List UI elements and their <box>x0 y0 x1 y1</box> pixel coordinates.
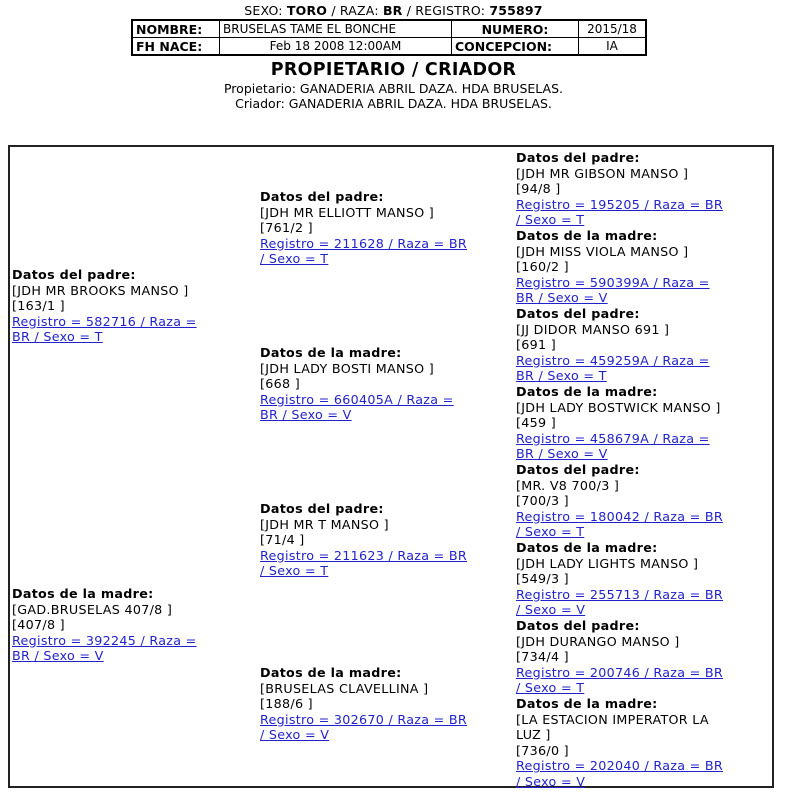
registro-value: 755897 <box>489 3 543 18</box>
pedigree-entry-ggp-8 <box>516 696 723 790</box>
entry-title: Datos del padre: <box>260 501 384 516</box>
entry-name: [GAD.BRUSELAS 407/8 ] <box>12 601 173 617</box>
entry-name: [LA ESTACION IMPERATOR LA <box>516 711 709 727</box>
registro-link[interactable]: BR / Sexo = V <box>260 407 352 423</box>
concepcion-label: CONCEPCION: <box>452 38 579 56</box>
registro-link[interactable]: Registro = 459259A / Raza = <box>516 352 710 368</box>
nombre-value: BRUSELAS TAME EL BONCHE <box>220 20 452 38</box>
registro-link[interactable]: Registro = 458679A / Raza = <box>516 430 710 446</box>
pedigree-entry-ggp-3 <box>516 306 710 384</box>
entry-code: [734/4 ] <box>516 649 569 665</box>
animal-info-table <box>131 19 647 56</box>
entry-code: [668 ] <box>260 376 300 392</box>
registro-label: / REGISTRO: <box>406 3 486 18</box>
sexo-value: TORO <box>286 3 328 18</box>
entry-title: Datos de la madre: <box>12 586 154 601</box>
registro-link[interactable]: Registro = 392245 / Raza = <box>12 632 197 648</box>
entry-code: [761/2 ] <box>260 220 313 236</box>
entry-title: Datos del padre: <box>516 150 640 165</box>
entry-code: [160/2 ] <box>516 259 569 275</box>
entry-title: Datos del padre: <box>516 462 640 477</box>
pedigree-entry-paternal-grandsire <box>260 189 467 267</box>
fhnace-label: FH NACE: <box>132 38 220 56</box>
registro-link[interactable]: BR / Sexo = T <box>12 329 103 345</box>
entry-title: Datos de la madre: <box>260 665 402 680</box>
entry-code: [407/8 ] <box>12 617 65 633</box>
registro-link[interactable]: / Sexo = T <box>260 563 329 579</box>
entry-title: Datos de la madre: <box>516 228 658 243</box>
entry-name: [JDH LADY BOSTI MANSO ] <box>260 360 435 376</box>
registro-link[interactable]: Registro = 582716 / Raza = <box>12 313 197 329</box>
entry-code: [94/8 ] <box>516 181 561 197</box>
registro-link[interactable]: Registro = 590399A / Raza = <box>516 274 710 290</box>
pedigree-entry-sire <box>12 267 197 345</box>
entry-code: [188/6 ] <box>260 696 313 712</box>
entry-code: [700/3 ] <box>516 493 569 509</box>
entry-name: [JDH DURANGO MANSO ] <box>516 633 680 649</box>
registro-link[interactable]: Registro = 200746 / Raza = BR <box>516 664 724 680</box>
pedigree-entry-ggp-2 <box>516 228 710 306</box>
info-row <box>132 38 646 56</box>
entry-name: [JDH MR T MANSO ] <box>260 516 389 532</box>
pedigree-entry-ggp-4 <box>516 384 721 462</box>
entry-title: Datos del padre: <box>12 267 136 282</box>
pedigree-entry-maternal-grandsire <box>260 501 467 579</box>
registro-link[interactable]: Registro = 211628 / Raza = BR <box>260 235 468 251</box>
pedigree-entry-paternal-granddam <box>260 345 454 423</box>
entry-title: Datos de la madre: <box>260 345 402 360</box>
entry-name: [JDH LADY BOSTWICK MANSO ] <box>516 399 721 415</box>
numero-label: NUMERO: <box>452 20 579 38</box>
concepcion-value: IA <box>579 38 647 56</box>
entry-code: [459 ] <box>516 415 556 431</box>
entry-name: [JDH MR GIBSON MANSO ] <box>516 165 689 181</box>
pedigree-entry-ggp-7 <box>516 618 723 696</box>
registro-link[interactable]: Registro = 660405A / Raza = <box>260 391 454 407</box>
pedigree-entry-dam <box>12 586 197 664</box>
registro-link[interactable]: Registro = 180042 / Raza = BR <box>516 508 724 524</box>
fhnace-value: Feb 18 2008 12:00AM <box>220 38 452 56</box>
owner-heading: PROPIETARIO / CRIADOR <box>270 60 517 80</box>
registro-link[interactable]: Registro = 255713 / Raza = BR <box>516 586 724 602</box>
entry-code: [736/0 ] <box>516 742 569 758</box>
entry-code: [163/1 ] <box>12 298 65 314</box>
info-row <box>132 20 646 38</box>
registro-link[interactable]: / Sexo = T <box>516 212 585 228</box>
registro-link[interactable]: Registro = 202040 / Raza = BR <box>516 758 724 774</box>
propietario-line: Propietario: GANADERIA ABRIL DAZA. HDA BRUSELAS. <box>223 81 563 96</box>
entry-title: Datos del padre: <box>516 306 640 321</box>
registro-link[interactable]: BR / Sexo = V <box>12 648 104 664</box>
pedigree-entry-ggp-1 <box>516 150 723 228</box>
entry-name: [JDH MISS VIOLA MANSO ] <box>516 243 689 259</box>
registro-link[interactable]: / Sexo = V <box>516 773 586 789</box>
registro-link[interactable]: Registro = 195205 / Raza = BR <box>516 196 724 212</box>
entry-name: [JDH LADY LIGHTS MANSO ] <box>516 555 699 571</box>
entry-name-cont: LUZ ] <box>516 727 551 743</box>
raza-value: BR <box>382 3 403 18</box>
entry-name: [JDH MR BROOKS MANSO ] <box>12 282 189 298</box>
sexo-label: SEXO: <box>244 3 283 18</box>
registro-link[interactable]: / Sexo = T <box>516 524 585 540</box>
registro-link[interactable]: / Sexo = V <box>516 602 586 618</box>
pedigree-entry-ggp-5 <box>516 462 723 540</box>
criador-line: Criador: GANADERIA ABRIL DAZA. HDA BRUSELAS. <box>235 96 552 111</box>
registro-link[interactable]: Registro = 302670 / Raza = BR <box>260 711 468 727</box>
entry-title: Datos del padre: <box>516 618 640 633</box>
registro-link[interactable]: BR / Sexo = V <box>516 446 608 462</box>
pedigree-entry-maternal-granddam <box>260 665 467 743</box>
pedigree-entry-ggp-6 <box>516 540 723 618</box>
raza-label: / RAZA: <box>331 3 379 18</box>
entry-name: [JDH MR ELLIOTT MANSO ] <box>260 204 435 220</box>
entry-title: Datos de la madre: <box>516 696 658 711</box>
numero-value: 2015/18 <box>579 20 647 38</box>
registro-link[interactable]: BR / Sexo = T <box>516 368 607 384</box>
registro-link[interactable]: / Sexo = T <box>260 251 329 267</box>
entry-name: [JJ DIDOR MANSO 691 ] <box>516 321 670 337</box>
entry-code: [691 ] <box>516 337 556 353</box>
registro-link[interactable]: BR / Sexo = V <box>516 290 608 306</box>
entry-name: [MR. V8 700/3 ] <box>516 477 620 493</box>
entry-title: Datos de la madre: <box>516 384 658 399</box>
entry-name: [BRUSELAS CLAVELLINA ] <box>260 680 429 696</box>
registro-link[interactable]: Registro = 211623 / Raza = BR <box>260 547 468 563</box>
entry-code: [71/4 ] <box>260 532 305 548</box>
entry-title: Datos del padre: <box>260 189 384 204</box>
registro-link[interactable]: / Sexo = V <box>260 727 330 743</box>
nombre-label: NOMBRE: <box>132 20 220 38</box>
entry-title: Datos de la madre: <box>516 540 658 555</box>
record-summary <box>0 3 787 18</box>
registro-link[interactable]: / Sexo = T <box>516 680 585 696</box>
entry-code: [549/3 ] <box>516 571 569 587</box>
